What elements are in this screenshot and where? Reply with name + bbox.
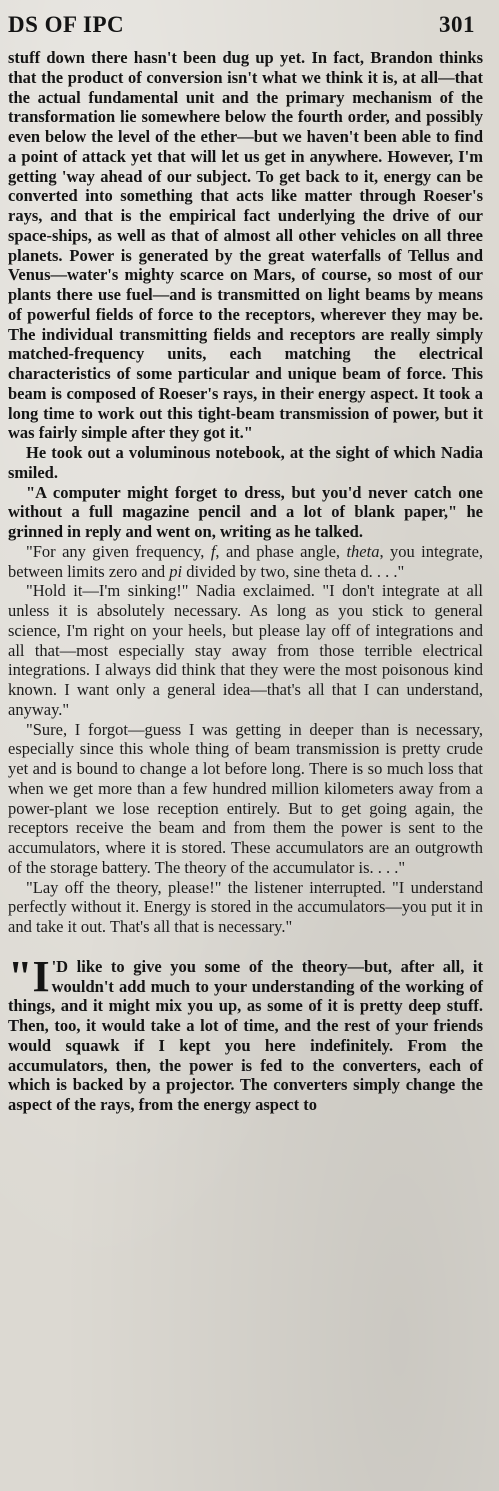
final-paragraph: "I 'D like to give you some of the theory—but, after all, it wouldn't add much to your understanding of the working of things, and it might mix you up, as some of it is pretty deep stuff. Then, too, it would take a lot of time, and the rest of your friends would squawk if I kept you here indefinitely. From the accumulators, then, the power is fed to the converters, each of which is backed by a projector. The converters simply change the aspect of the rays, from the energy aspect to bbox=[8, 951, 483, 1114]
paragraph-3: "A computer might forget to dress, but you'd never catch one without a full magazine pencil and a lot of blank paper," he grinned in reply and went on, writing as he talked. bbox=[8, 482, 483, 541]
page-number: 301 bbox=[439, 12, 475, 37]
final-section bbox=[8, 951, 483, 1115]
page-header bbox=[8, 12, 483, 48]
section-break bbox=[8, 937, 483, 957]
running-title: DS OF IPC bbox=[8, 12, 125, 37]
theta-symbol: theta bbox=[346, 541, 380, 561]
formula-paragraph: "For any given frequency, f, and phase angle, theta, you integrate, between limits zero and pi divided by two, sine theta d. . . ." bbox=[8, 541, 484, 581]
paragraph-7: "Lay off the theory, please!" the listener interrupted. "I understand perfectly without it. Energy is stored in the accumulators—you put it in and take it out. That's all that is necessary." bbox=[8, 877, 483, 936]
paragraph-6: "Sure, I forgot—guess I was getting in deeper than is necessary, especially since this whole thing of beam transmission is pretty crude yet and is bound to change a lot before long. There is so much loss that when we get more than a few hundred million kilometers away from a power-plant we lose reception entirely. But to get going again, the receptors receive the beam and from them the power is sent to the accumulators, where it is stored. These accumulators are an outgrowth of the storage battery. The theory of the accumulator is. . . ." bbox=[8, 719, 483, 877]
light-text-block bbox=[8, 542, 483, 937]
frequency-symbol: f bbox=[210, 541, 216, 561]
drop-cap: "I bbox=[8, 951, 50, 1001]
bold-text-block bbox=[8, 48, 483, 542]
article-body bbox=[8, 48, 483, 1115]
paragraph-1: stuff down there hasn't been dug up yet. In fact, Brandon thinks that the product of conversion isn't what we think it is, at all—that the actual fundamental unit and the primary mechanism of the transformation lie somewhere below the fourth order, and possibly even below the level of the ether—but we haven't been able to find a point of attack yet that will let us get in anywhere. However, I'm getting 'way ahead of our subject. To get back to it, energy can be converted into something that acts like matter through Roeser's rays, and that is the empirical fact underlying the drive of our space-ships, as well as that of almost all other vehicles on all three planets. Power is generated by the great waterfalls of Tellus and Venus—water's mighty scarce on Mars, of course, so most of our plants there use fuel—and is transmitted on light beams by means of powerful fields of force to the receptors, wherever they may be. The individual transmitting fields and receptors are really simply matched-frequency units, each matching the electrical characteristics of some particular and unique beam of force. This beam is composed of Roeser's rays, in their energy aspect. It took a long time to work out this tight-beam transmission of power, but it was fairly simple after they got it." bbox=[8, 48, 483, 443]
paragraph-5: "Hold it—I'm sinking!" Nadia exclaimed. "I don't integrate at all unless it is absolutely necessary. As long as you stick to general science, I'm right on your heels, but please lay off of integrations and all that—most especially stay away from those terrible electrical integrations. I always did think that they were the most poisonous kind known. I want only a general idea—that's all that I can understand, anyway." bbox=[8, 581, 483, 719]
paragraph-2: He took out a voluminous notebook, at the sight of which Nadia smiled. bbox=[8, 443, 483, 482]
pi-symbol: pi bbox=[169, 561, 183, 581]
